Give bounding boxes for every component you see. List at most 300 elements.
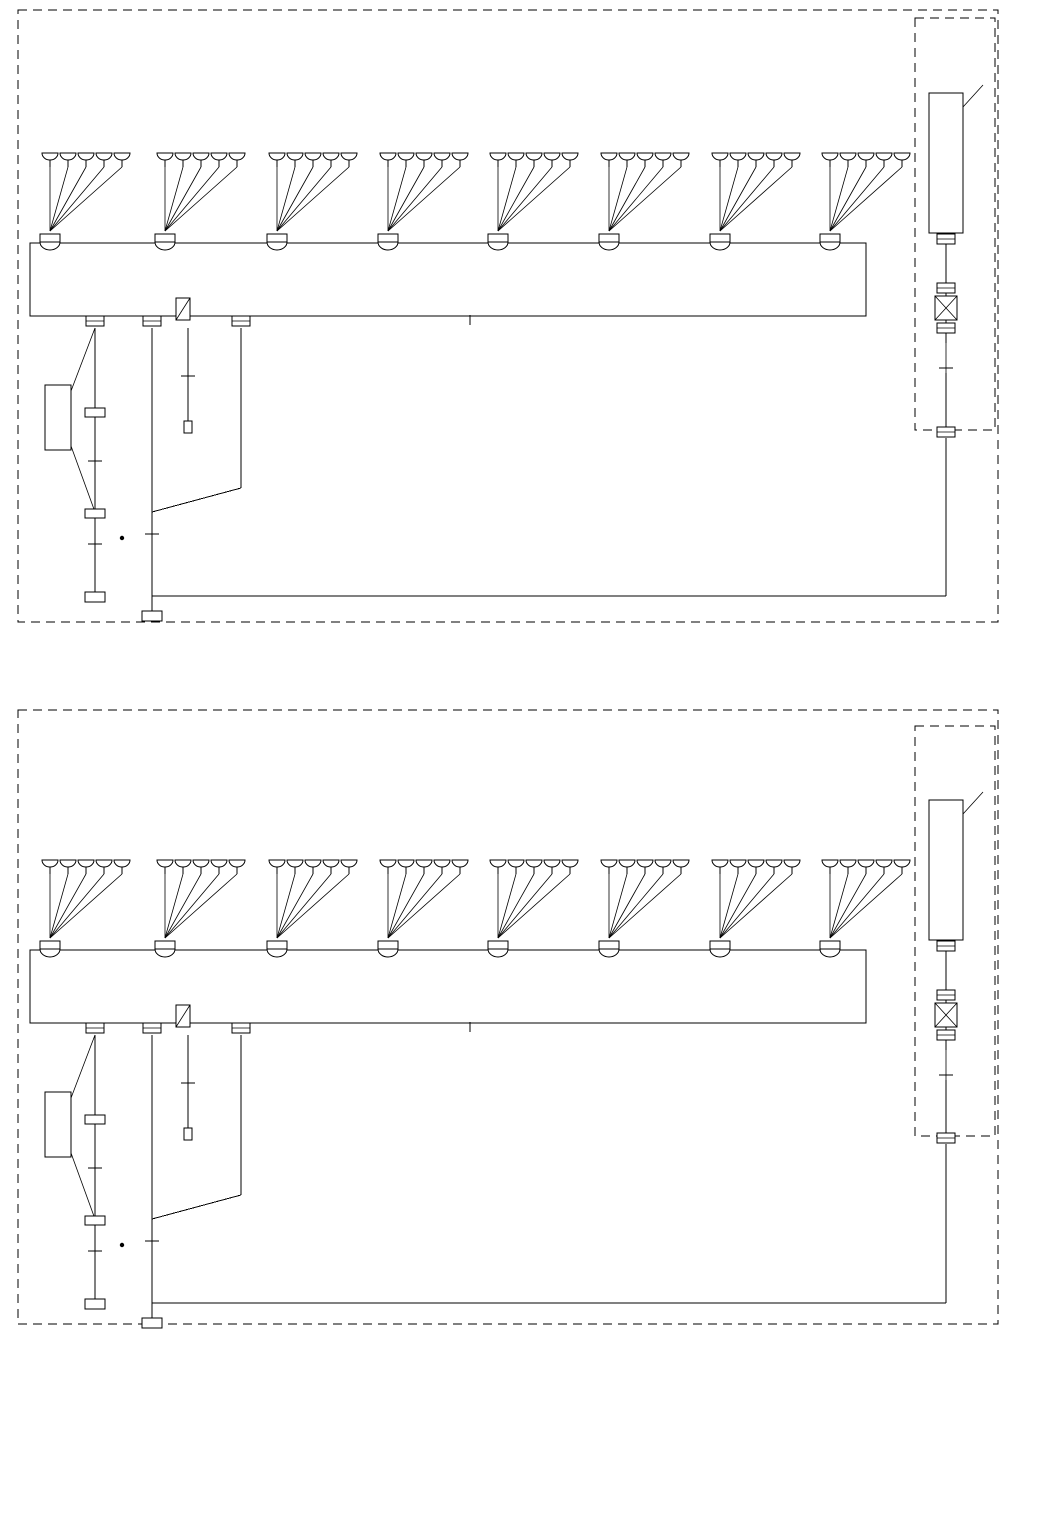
nozzle-cap: [858, 860, 874, 867]
nozzle-run: [498, 167, 534, 231]
nozzle-cap: [655, 860, 671, 867]
inlet-valve: [935, 296, 957, 320]
nozzle-head: [269, 860, 285, 874]
right-branch-turn: [152, 488, 241, 512]
nozzle-run: [830, 874, 866, 938]
nozzle-head: [341, 153, 357, 167]
nozzle-cap: [452, 860, 468, 867]
nozzle-head: [766, 860, 782, 874]
inlet-flange-valve-top: [937, 990, 955, 1000]
panel-panel-top: [18, 10, 998, 622]
nozzle-head: [562, 153, 578, 167]
nozzle-cap: [96, 860, 112, 867]
return-end-plug: [142, 1318, 162, 1328]
inlet-flange-upper: [937, 234, 955, 244]
nozzle-head: [876, 860, 892, 874]
nozzle-head: [508, 860, 524, 874]
nozzle-run: [720, 874, 738, 938]
nozzle-run: [498, 874, 570, 938]
panel-top-left-vessel: [45, 385, 71, 450]
nozzle-cap: [341, 153, 357, 160]
saddle-body: [267, 941, 287, 949]
nozzle-head: [193, 860, 209, 874]
nozzle-cap: [42, 153, 58, 160]
nozzle-cap: [157, 860, 173, 867]
mid-point-marker: [120, 536, 124, 540]
nozzle-run: [498, 167, 516, 231]
bell-body: [85, 509, 105, 518]
nozzle-run: [165, 167, 183, 231]
panel-top-nozzle-group-7: [710, 153, 800, 250]
panel-top-nozzle-group-2: [155, 153, 245, 250]
left-vessel-outlet: [71, 1153, 95, 1219]
nozzle-run: [830, 167, 902, 231]
nozzle-cap: [822, 153, 838, 160]
nozzle-head: [673, 153, 689, 167]
nozzle-head: [434, 153, 450, 167]
header-branch-connection: [820, 234, 840, 250]
nozzle-head: [655, 153, 671, 167]
nozzle-head: [42, 153, 58, 167]
nozzle-head: [323, 860, 339, 874]
nozzle-head: [305, 153, 321, 167]
nozzle-head: [858, 860, 874, 874]
nozzle-run: [609, 167, 627, 231]
nozzle-cap: [60, 153, 76, 160]
header-branch-connection: [40, 941, 60, 957]
header-branch-connection: [599, 941, 619, 957]
left-vessel-outlet: [71, 446, 95, 512]
panel-top-nozzle-group-6: [599, 153, 689, 250]
nozzle-head: [490, 860, 506, 874]
nozzle-head: [96, 153, 112, 167]
saddle-body: [820, 941, 840, 949]
saddle-body: [40, 941, 60, 949]
nozzle-head: [712, 860, 728, 874]
nozzle-run: [498, 167, 570, 231]
nozzle-run: [830, 167, 848, 231]
inlet-flange-lower: [937, 1133, 955, 1143]
nozzle-run: [165, 874, 183, 938]
nozzle-cap: [341, 860, 357, 867]
left-header-flange-c: [232, 316, 250, 326]
nozzle-head: [619, 153, 635, 167]
nozzle-head: [78, 860, 94, 874]
saddle-body: [488, 941, 508, 949]
panel-bottom-nozzle-group-3: [267, 860, 357, 957]
nozzle-cap: [840, 860, 856, 867]
left-header-flange-b: [143, 316, 161, 326]
nozzle-head: [601, 860, 617, 874]
nozzle-run: [498, 167, 552, 231]
header-branch-connection: [378, 234, 398, 250]
nozzle-cap: [840, 153, 856, 160]
saddle-body: [40, 234, 60, 242]
nozzle-run: [277, 874, 349, 938]
panel-top-inlet-vessel: [929, 93, 963, 233]
panel-bottom-nozzle-group-7: [710, 860, 800, 957]
nozzle-head: [211, 860, 227, 874]
header-branch-connection: [599, 234, 619, 250]
left-drain-plug: [85, 1299, 105, 1309]
saddle-body: [378, 941, 398, 949]
saddle-body: [488, 234, 508, 242]
nozzle-run: [388, 874, 442, 938]
nozzle-cap: [637, 153, 653, 160]
nozzle-cap: [748, 860, 764, 867]
nozzle-head: [490, 153, 506, 167]
nozzle-head: [637, 860, 653, 874]
nozzle-head: [269, 153, 285, 167]
header-branch-connection: [488, 941, 508, 957]
nozzle-cap: [380, 153, 396, 160]
nozzle-cap: [287, 153, 303, 160]
nozzle-run: [165, 874, 219, 938]
nozzle-cap: [544, 860, 560, 867]
nozzle-cap: [730, 153, 746, 160]
nozzle-head: [894, 153, 910, 167]
nozzle-run: [720, 167, 774, 231]
nozzle-cap: [305, 153, 321, 160]
header-branch-connection: [488, 234, 508, 250]
nozzle-run: [720, 167, 756, 231]
nozzle-cap: [193, 153, 209, 160]
nozzle-run: [609, 874, 645, 938]
header-branch-connection: [820, 941, 840, 957]
nozzle-head: [526, 153, 542, 167]
nozzle-head: [175, 860, 191, 874]
nozzle-run: [50, 167, 122, 231]
nozzle-head: [60, 860, 76, 874]
nozzle-head: [157, 860, 173, 874]
nozzle-run: [830, 874, 848, 938]
nozzle-head: [380, 153, 396, 167]
nozzle-head: [60, 153, 76, 167]
nozzle-cap: [42, 860, 58, 867]
nozzle-cap: [490, 153, 506, 160]
nozzle-cap: [712, 860, 728, 867]
nozzle-run: [277, 167, 295, 231]
nozzle-head: [114, 860, 130, 874]
mid-point-marker: [120, 1243, 124, 1247]
nozzle-cap: [323, 860, 339, 867]
nozzle-cap: [508, 860, 524, 867]
nozzle-cap: [876, 860, 892, 867]
nozzle-run: [609, 167, 663, 231]
nozzle-run: [720, 874, 756, 938]
nozzle-head: [601, 153, 617, 167]
nozzle-head: [452, 153, 468, 167]
nozzle-head: [508, 153, 524, 167]
nozzle-head: [894, 860, 910, 874]
nozzle-cap: [766, 153, 782, 160]
nozzle-head: [544, 153, 560, 167]
panel-bottom-left-vessel: [45, 1092, 71, 1157]
nozzle-head: [175, 153, 191, 167]
nozzle-run: [50, 167, 86, 231]
nozzle-head: [840, 860, 856, 874]
vessel-tail: [963, 85, 983, 107]
panel-bottom-nozzle-group-2: [155, 860, 245, 957]
nozzle-run: [720, 167, 738, 231]
nozzle-head: [416, 860, 432, 874]
nozzle-cap: [876, 153, 892, 160]
nozzle-head: [526, 860, 542, 874]
nozzle-head: [784, 860, 800, 874]
vessel-tail: [963, 792, 983, 814]
header-branch-connection: [267, 941, 287, 957]
panel-bottom-nozzle-group-5: [488, 860, 578, 957]
nozzle-head: [42, 860, 58, 874]
nozzle-head: [637, 153, 653, 167]
saddle-body: [267, 234, 287, 242]
header-branch-connection: [710, 941, 730, 957]
nozzle-cap: [175, 153, 191, 160]
nozzle-cap: [434, 153, 450, 160]
nozzle-cap: [894, 153, 910, 160]
nozzle-cap: [211, 153, 227, 160]
nozzle-run: [277, 167, 331, 231]
nozzle-run: [165, 167, 237, 231]
nozzle-head: [305, 860, 321, 874]
nozzle-head: [229, 860, 245, 874]
nozzle-run: [388, 167, 424, 231]
nozzle-run: [277, 874, 295, 938]
panel-panel-bottom: [18, 710, 998, 1328]
header-branch-connection: [155, 234, 175, 250]
nozzle-cap: [490, 860, 506, 867]
bell-body: [85, 408, 105, 417]
nozzle-run: [165, 874, 201, 938]
nozzle-run: [830, 874, 884, 938]
saddle-body: [378, 234, 398, 242]
saddle-body: [155, 941, 175, 949]
nozzle-run: [277, 167, 313, 231]
nozzle-cap: [211, 860, 227, 867]
nozzle-cap: [114, 860, 130, 867]
nozzle-head: [730, 153, 746, 167]
nozzle-cap: [229, 860, 245, 867]
nozzle-head: [380, 860, 396, 874]
nozzle-cap: [619, 860, 635, 867]
nozzle-run: [165, 874, 237, 938]
nozzle-cap: [784, 153, 800, 160]
nozzle-cap: [562, 860, 578, 867]
nozzle-head: [766, 153, 782, 167]
nozzle-cap: [858, 153, 874, 160]
nozzle-cap: [96, 153, 112, 160]
nozzle-head: [287, 860, 303, 874]
inlet-flange-valve-bottom: [937, 323, 955, 333]
nozzle-head: [229, 153, 245, 167]
inlet-valve: [935, 1003, 957, 1027]
nozzle-cap: [114, 153, 130, 160]
nozzle-head: [323, 153, 339, 167]
nozzle-head: [748, 860, 764, 874]
nozzle-cap: [287, 860, 303, 867]
nozzle-run: [830, 167, 884, 231]
nozzle-head: [96, 860, 112, 874]
nozzle-cap: [416, 860, 432, 867]
nozzle-run: [50, 167, 68, 231]
nozzle-cap: [60, 860, 76, 867]
nozzle-run: [720, 167, 792, 231]
nozzle-run: [388, 874, 460, 938]
nozzle-head: [544, 860, 560, 874]
left-header-flange-b: [143, 1023, 161, 1033]
nozzle-run: [50, 874, 104, 938]
panel-bottom-header-box: [30, 950, 866, 1023]
nozzle-run: [277, 874, 313, 938]
nozzle-head: [673, 860, 689, 874]
nozzle-run: [720, 874, 774, 938]
panel-bottom-inlet-vessel: [929, 800, 963, 940]
nozzle-cap: [398, 153, 414, 160]
nozzle-cap: [416, 153, 432, 160]
nozzle-head: [655, 860, 671, 874]
nozzle-cap: [452, 153, 468, 160]
nozzle-cap: [766, 860, 782, 867]
nozzle-run: [830, 874, 902, 938]
return-end-plug: [142, 611, 162, 621]
left-header-flange-c: [232, 1023, 250, 1033]
nozzle-cap: [748, 153, 764, 160]
nozzle-run: [388, 167, 460, 231]
nozzle-run: [277, 874, 331, 938]
nozzle-run: [50, 874, 122, 938]
nozzle-cap: [822, 860, 838, 867]
panel-bottom-nozzle-group-1: [40, 860, 130, 957]
inlet-flange-upper: [937, 941, 955, 951]
nozzle-head: [822, 153, 838, 167]
panel-bottom-nozzle-group-4: [378, 860, 468, 957]
left-header-flange-a: [86, 1023, 104, 1033]
nozzle-cap: [601, 153, 617, 160]
nozzle-run: [498, 874, 516, 938]
nozzle-cap: [78, 860, 94, 867]
header-branch-connection: [40, 234, 60, 250]
panel-bottom-nozzle-group-8: [820, 860, 910, 957]
nozzle-cap: [434, 860, 450, 867]
nozzle-cap: [544, 153, 560, 160]
nozzle-cap: [323, 153, 339, 160]
inlet-flange-lower: [937, 427, 955, 437]
nozzle-cap: [784, 860, 800, 867]
nozzle-cap: [380, 860, 396, 867]
nozzle-head: [114, 153, 130, 167]
nozzle-head: [822, 860, 838, 874]
saddle-body: [599, 941, 619, 949]
nozzle-head: [157, 153, 173, 167]
nozzle-cap: [78, 153, 94, 160]
panel-top-header-box: [30, 243, 866, 316]
nozzle-run: [498, 874, 534, 938]
inlet-flange-valve-bottom: [937, 1030, 955, 1040]
nozzle-cap: [601, 860, 617, 867]
nozzle-cap: [175, 860, 191, 867]
nozzle-run: [388, 874, 406, 938]
nozzle-run: [277, 167, 349, 231]
nozzle-cap: [398, 860, 414, 867]
panel-top-nozzle-group-1: [40, 153, 130, 250]
header-branch-connection: [267, 234, 287, 250]
nozzle-run: [165, 167, 219, 231]
nozzle-cap: [305, 860, 321, 867]
nozzle-run: [388, 167, 406, 231]
nozzle-cap: [508, 153, 524, 160]
nozzle-head: [434, 860, 450, 874]
inlet-flange-valve-top: [937, 283, 955, 293]
left-header-flange-a: [86, 316, 104, 326]
nozzle-head: [619, 860, 635, 874]
nozzle-head: [712, 153, 728, 167]
nozzle-head: [562, 860, 578, 874]
nozzle-cap: [894, 860, 910, 867]
bell-body: [85, 1115, 105, 1124]
panel-top-nozzle-group-8: [820, 153, 910, 250]
nozzle-cap: [157, 153, 173, 160]
saddle-body: [599, 234, 619, 242]
nozzle-run: [50, 874, 86, 938]
nozzle-head: [287, 153, 303, 167]
nozzle-run: [609, 874, 681, 938]
nozzle-head: [398, 860, 414, 874]
nozzle-head: [784, 153, 800, 167]
nozzle-head: [858, 153, 874, 167]
nozzle-cap: [229, 153, 245, 160]
left-lower-bell: [85, 509, 105, 518]
nozzle-run: [165, 167, 201, 231]
nozzle-run: [50, 874, 68, 938]
nozzle-head: [78, 153, 94, 167]
nozzle-run: [720, 874, 792, 938]
nozzle-run: [609, 167, 645, 231]
nozzle-head: [211, 153, 227, 167]
left-vessel-inlet: [71, 328, 95, 391]
nozzle-head: [840, 153, 856, 167]
nozzle-cap: [673, 860, 689, 867]
nozzle-cap: [655, 153, 671, 160]
panel-top-nozzle-group-5: [488, 153, 578, 250]
nozzle-head: [416, 153, 432, 167]
nozzle-cap: [526, 153, 542, 160]
nozzle-head: [398, 153, 414, 167]
nozzle-head: [876, 153, 892, 167]
nozzle-run: [609, 167, 681, 231]
nozzle-run: [830, 167, 866, 231]
header-branch-connection: [710, 234, 730, 250]
panel-bottom-nozzle-group-6: [599, 860, 689, 957]
saddle-body: [820, 234, 840, 242]
header-branch-connection: [155, 941, 175, 957]
nozzle-cap: [619, 153, 635, 160]
nozzle-cap: [562, 153, 578, 160]
nozzle-head: [748, 153, 764, 167]
instrument-tip: [184, 421, 192, 433]
nozzle-cap: [269, 860, 285, 867]
panel-top-nozzle-group-3: [267, 153, 357, 250]
bell-body: [85, 1216, 105, 1225]
saddle-body: [710, 234, 730, 242]
saddle-body: [155, 234, 175, 242]
right-branch-turn: [152, 1195, 241, 1219]
nozzle-cap: [673, 153, 689, 160]
nozzle-cap: [269, 153, 285, 160]
nozzle-cap: [193, 860, 209, 867]
nozzle-head: [341, 860, 357, 874]
left-lower-bell: [85, 1216, 105, 1225]
nozzle-cap: [637, 860, 653, 867]
